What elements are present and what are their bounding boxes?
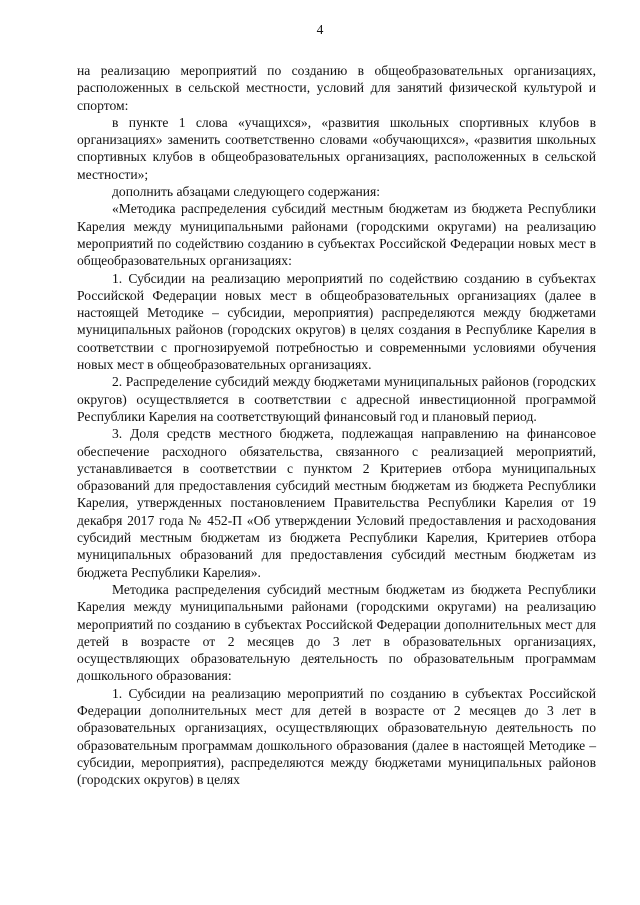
paragraph-methodology-2-item-1: 1. Субсидии на реализацию мероприятий по созданию в субъектах Российской Федерации дополнительных мест для детей в возрасте от 2 месяцев до 3 лет в образовательных организациях, осуществляющих образовательную деятельность по образовательным программам дошкольного образования (далее в настоящей Методике – субсидии, мероприятия), распределяются между бюджетами муниципальных районов (городских округов) в целях [77,685,596,788]
paragraph-methodology-1-title: «Методика распределения субсидий местным бюджетам из бюджета Республики Карелия между муниципальными районами (городскими округами) на реализацию мероприятий по содействию созданию в субъектах Российской Федерации новых мест в общеобразовательных организациях: [77,201,596,269]
paragraph-methodology-1-item-1: 1. Субсидии на реализацию мероприятий по содействию созданию в субъектах Российской Федерации новых мест в общеобразовательных организациях (далее в настоящей Методике – субсидии, мероприятия) распределяются между бюджетами муниципальных районов (городских округов) в целях создания в Республике Карелия в соответствии с прогнозируемой потребностью и современными условиями обучения новых мест в общеобразовательных организациях. [77,270,596,373]
document-body [77,62,596,788]
paragraph-methodology-1-item-3: 3. Доля средств местного бюджета, подлежащая направлению на финансовое обеспечение расходного обязательства, связанного с реализацией мероприятий, устанавливается в соответствии с пунктом 2 Критериев отбора муниципальных образований для предоставления субсидий местным бюджетам из бюджета Республики Карелия, утвержденных постановлением Правительства Республики Карелия от 19 декабря 2017 года № 452-П «Об утверждении Условий предоставления и расходования субсидий местным бюджетам из бюджета Республики Карелия, Критериев отбора муниципальных образований для предоставления субсидий местным бюджетам из бюджета Республики Карелия». [77,426,596,580]
paragraph-supplement-intro: дополнить абзацами следующего содержания: [112,184,381,200]
paragraph-methodology-2-title: Методика распределения субсидий местным бюджетам из бюджета Республики Карелия между муниципальными районами (городскими округами) на реализацию мероприятий по созданию в субъектах Российской Федерации дополнительных мест для детей в возрасте от 2 месяцев до 3 лет в образовательных организациях, осуществляющих образовательную деятельность по образовательным программам дошкольного образования: [77,581,596,684]
page-number: 4 [316,22,324,37]
paragraph-amendment-clause-1: в пункте 1 слова «учащихся», «развития школьных спортивных клубов в организациях» заменить соответственно словами «обучающихся», «развития школьных спортивных клубов в общеобразовательных организациях, расположенных в сельской местности»; [77,114,596,182]
paragraph-continuation: на реализацию мероприятий по созданию в общеобразовательных организациях, расположенных в сельской местности, условий для занятий физической культурой и спортом: [77,63,596,113]
paragraph-methodology-1-item-2: 2. Распределение субсидий между бюджетами муниципальных районов (городских округов) осуществляется в соответствии с адресной инвестиционной программой Республики Карелия на соответствующий финансовый год и плановый период. [77,374,596,424]
